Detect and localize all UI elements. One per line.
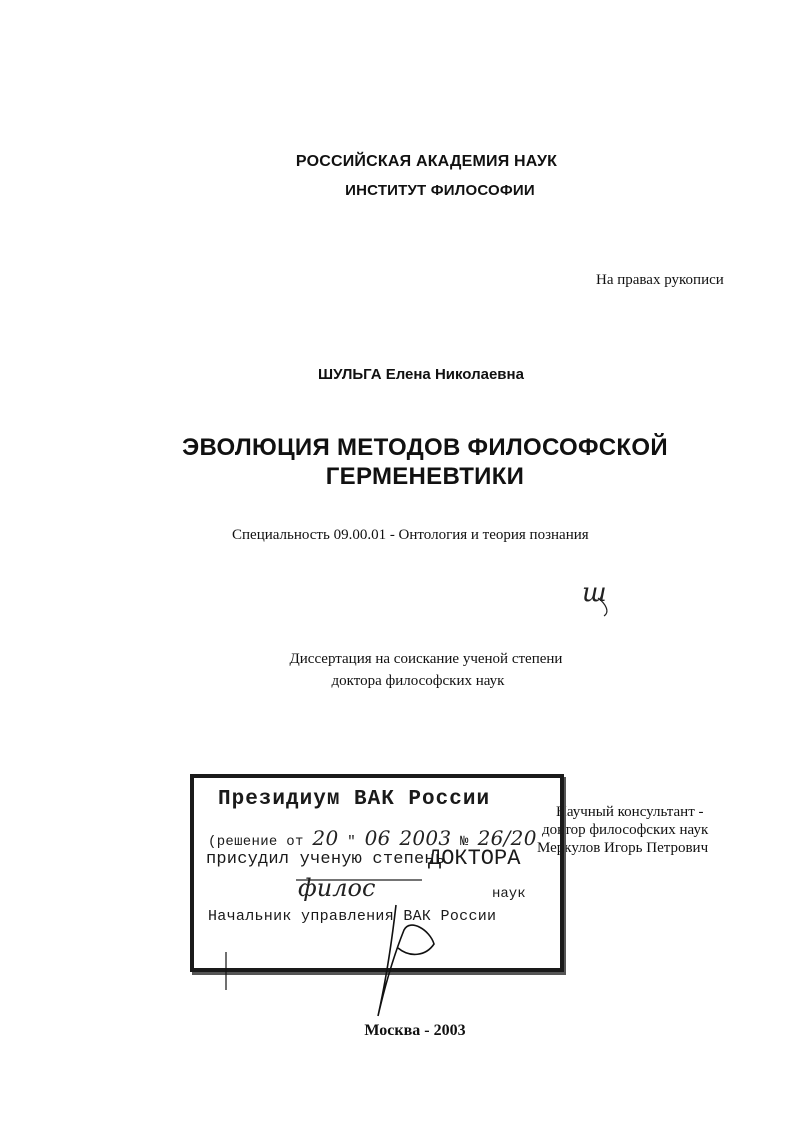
stamp-sciences: наук bbox=[492, 886, 526, 902]
stamp-number-value: 26/20 bbox=[477, 826, 537, 850]
stamp-awarded-text: присудил ученую степень bbox=[206, 850, 446, 869]
specialty-line: Специальность 09.00.01 - Онтология и теория познания bbox=[232, 527, 589, 543]
mark-flourish bbox=[598, 598, 607, 616]
consultant-line1: Научный консультант - bbox=[556, 804, 704, 820]
stamp-decision-line: (решение от 20 " 06 2003 № 26/20 bbox=[208, 826, 537, 850]
academy-name: РОССИЙСКАЯ АКАДЕМИЯ НАУК bbox=[295, 153, 558, 170]
handwritten-mark: ш bbox=[582, 578, 607, 608]
dissertation-title-line1: ЭВОЛЮЦИЯ МЕТОДОВ ФИЛОСОФСКОЙ bbox=[182, 434, 668, 461]
stamp-title: Президиум ВАК России bbox=[218, 788, 491, 811]
consultant-line3: Меркулов Игорь Петрович bbox=[537, 840, 709, 856]
city-year: Москва - 2003 bbox=[364, 1022, 466, 1039]
author-name: ШУЛЬГА Елена Николаевна bbox=[318, 366, 524, 383]
stamp-decision-month: 06 bbox=[364, 826, 391, 850]
signature-icon bbox=[378, 905, 434, 1016]
stamp-number-sign: № bbox=[460, 834, 469, 850]
stamp-decision-label: (решение от bbox=[208, 834, 304, 850]
stamp-degree: ДОКТОРА bbox=[428, 846, 521, 871]
stamp-decision-day: 20 bbox=[312, 826, 339, 850]
dissertation-degree-line1: Диссертация на соискание ученой степени bbox=[289, 651, 563, 667]
institute-name: ИНСТИТУТ ФИЛОСОФИИ bbox=[345, 182, 535, 199]
stamp-field-handwritten: филос bbox=[298, 874, 376, 902]
stamp-chief: Начальник управления ВАК России bbox=[208, 908, 497, 925]
dissertation-degree-line2: доктора философских наук bbox=[331, 673, 505, 689]
consultant-line2: доктор философских наук bbox=[542, 822, 709, 838]
stamp-decision-year: 2003 bbox=[399, 826, 452, 850]
dissertation-title-line2: ГЕРМЕНЕВТИКИ bbox=[325, 463, 525, 490]
manuscript-rights: На правах рукописи bbox=[596, 272, 724, 288]
